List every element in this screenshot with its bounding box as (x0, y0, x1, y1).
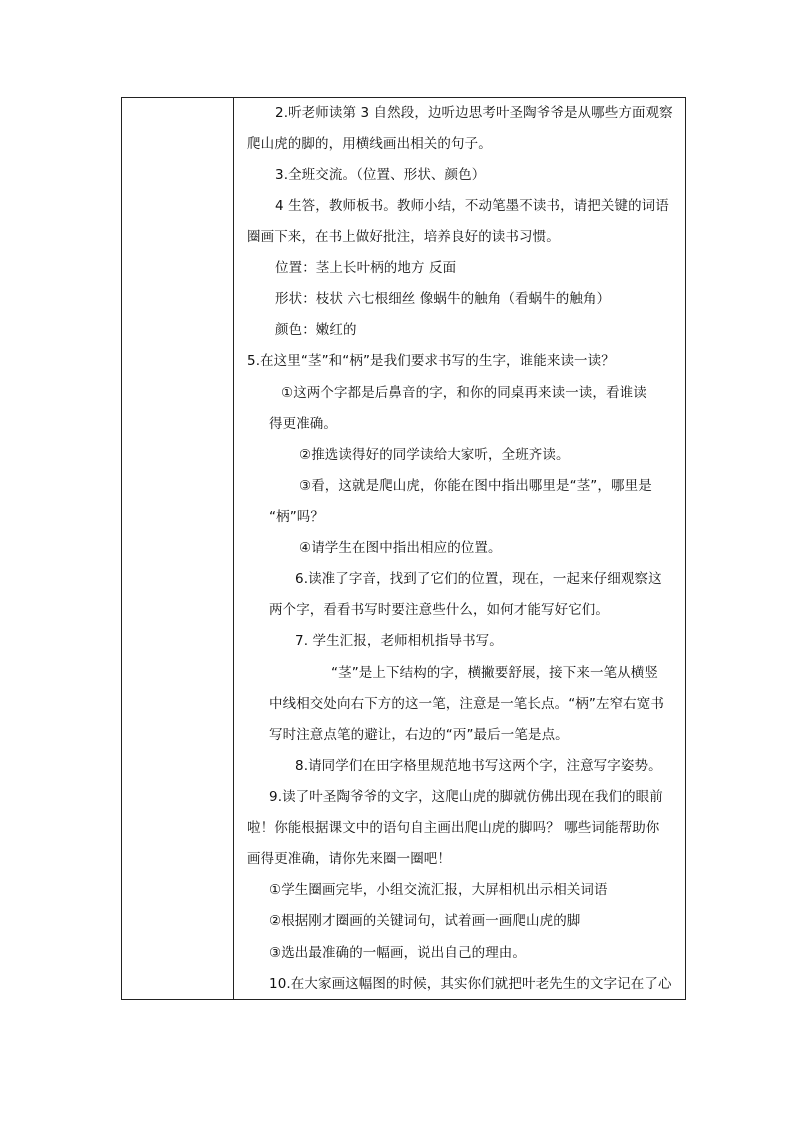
text-line: 3.全班交流。（位置、形状、颜色） (275, 167, 486, 183)
text-line: 5.在这里“茎”和“柄”是我们要求书写的生字，谁能来读一读？ (247, 353, 615, 369)
text-line: 形状：枝状 六七根细丝 像蜗牛的触角（看蜗牛的触角） (275, 291, 611, 307)
text-line: ②根据刚才圈画的关键词句，试着画一画爬山虎的脚 (269, 913, 581, 929)
text-line: 爬山虎的脚的，用横线画出相关的句子。 (247, 136, 492, 152)
table-left-cell (122, 98, 234, 999)
text-line: 颜色：嫩红的 (275, 322, 357, 338)
text-line: 6.读准了字音，找到了它们的位置，现在，一起来仔细观察这 (295, 571, 662, 587)
text-line: 画得更准确，请你先来圈一圈吧！ (247, 851, 451, 867)
text-line: 啦！你能根据课文中的语句自主画出爬山虎的脚吗？ 哪些词能帮助你 (247, 820, 660, 836)
text-line: “茎”是上下结构的字，横撇要舒展，接下来一笔从横竖 (331, 665, 658, 681)
text-line: ①这两个字都是后鼻音的字，和你的同桌再来读一读，看谁读 (281, 385, 647, 401)
text-line: ②推选读得好的同学读给大家听，全班齐读。 (299, 447, 570, 463)
text-line: 两个字，看看书写时要注意些什么，如何才能写好它们。 (269, 602, 609, 618)
text-line: ③看，这就是爬山虎，你能在图中指出哪里是“茎”，哪里是 (299, 478, 652, 494)
text-line: 4 生答，教师板书。教师小结，不动笔墨不读书，请把关键的词语 (275, 198, 669, 214)
text-line: 2.听老师读第 3 自然段，边听边思考叶圣陶爷爷是从哪些方面观察 (275, 105, 673, 121)
text-line: “柄”吗？ (269, 509, 324, 525)
text-line: ③选出最准确的一幅画，说出自己的理由。 (269, 945, 527, 961)
table-content-cell (235, 98, 685, 999)
text-line: ④请学生在图中指出相应的位置。 (299, 540, 502, 556)
text-line: 得更准确。 (269, 416, 337, 432)
lesson-table (121, 97, 686, 1000)
text-line: 8.请同学们在田字格里规范地书写这两个字，注意写字姿势。 (295, 758, 662, 774)
text-line: 10.在大家画这幅图的时候，其实你们就把叶老先生的文字记在了心 (269, 976, 672, 992)
text-line: 位置：茎上长叶柄的地方 反面 (275, 260, 457, 276)
text-line: 写时注意点笔的避让，右边的“丙”最后一笔是点。 (269, 727, 569, 743)
text-line: 9.读了叶圣陶爷爷的文字，这爬山虎的脚就仿佛出现在我们的眼前 (269, 789, 663, 805)
text-line: 中线相交处向右下方的这一笔，注意是一笔长点。“柄”左窄右宽书 (269, 696, 664, 712)
text-line: ①学生圈画完毕，小组交流汇报，大屏相机出示相关词语 (269, 882, 608, 898)
text-line: 圈画下来，在书上做好批注，培养良好的读书习惯。 (247, 229, 560, 245)
text-line: 7. 学生汇报，老师相机指导书写。 (295, 633, 503, 649)
